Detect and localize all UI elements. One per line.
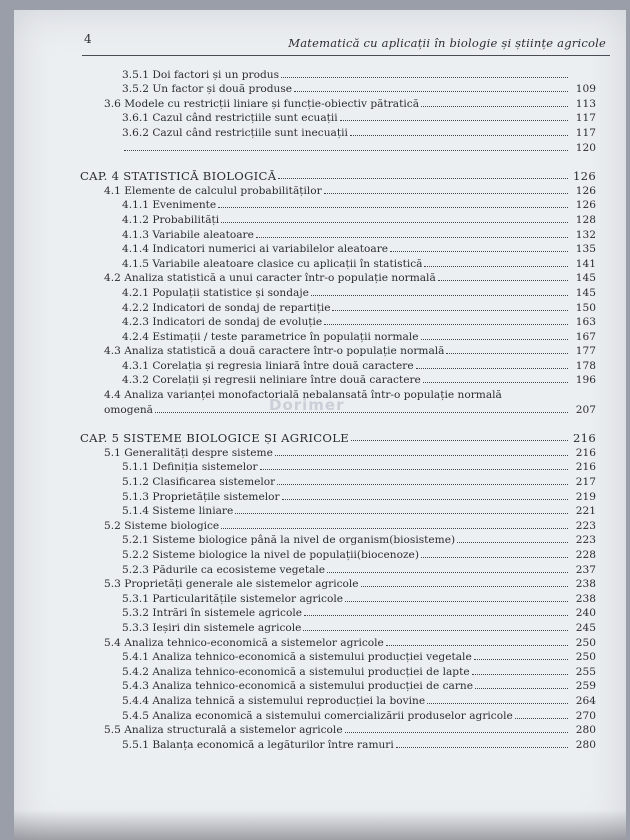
toc-entry-text: 5.5 Analiza structurală a sistemelor agricole (104, 724, 343, 737)
toc-entry-text: 4.1.3 Variabile aleatoare (122, 228, 254, 241)
dot-leader (421, 557, 568, 558)
toc-entry-text: 5.4.2 Analiza tehnico-economică a sistemului producției de lapte (122, 665, 470, 678)
dot-leader (221, 528, 568, 529)
toc-entry (80, 561, 596, 576)
toc-entry-text: CAP. 5 SISTEME BIOLOGICE ȘI AGRICOLE (80, 432, 349, 445)
toc-entry-page: 219 (575, 490, 596, 503)
running-title: Matematică cu aplicații în biologie și științe agricole (288, 36, 606, 50)
toc-entry-text: 5.2 Sisteme biologice (104, 519, 220, 532)
toc-entry-text: 3.6.1 Cazul când restricțiile sunt ecuații (122, 112, 338, 125)
toc-entry (80, 707, 596, 722)
dot-leader (386, 645, 568, 646)
toc-entry (80, 401, 596, 416)
toc-chapter (80, 430, 596, 445)
toc-entry (80, 619, 596, 634)
toc-entry (80, 692, 596, 707)
toc-entry-text: 4.2.2 Indicatori de sondaj de repartiție (122, 301, 331, 314)
page-number: 4 (84, 32, 92, 46)
toc-entry-page: 238 (575, 592, 596, 605)
page-edge-shadow (14, 810, 626, 840)
toc-entry-text: 4.1.1 Evenimente (122, 199, 217, 212)
dot-leader (340, 120, 568, 121)
toc-entry-text: 5.4.4 Analiza tehnică a sistemului reproducției la bovine (122, 694, 426, 707)
dot-leader (278, 178, 568, 179)
toc-entry (80, 634, 596, 649)
dot-leader (424, 266, 568, 267)
dot-leader (155, 412, 568, 413)
toc-entry (80, 590, 596, 605)
watermark: Dorimer (269, 396, 345, 414)
toc-entry (80, 488, 596, 503)
toc-entry-page: 117 (575, 126, 596, 139)
toc-entry-page: 264 (575, 694, 596, 707)
dot-leader (438, 280, 568, 281)
toc-entry (80, 284, 596, 299)
toc-entry-page: 145 (575, 286, 596, 299)
toc-entry-page: 126 (572, 169, 596, 184)
toc-entry (80, 328, 596, 343)
dot-leader (396, 747, 568, 748)
toc-entry-text: 5.2.2 Sisteme biologice la nivel de populații(biocenoze) (122, 549, 419, 561)
toc-entry-text: 4.1.4 Indicatori numerici ai variabilelor aleatoare (122, 243, 389, 256)
toc-entry-page: 280 (575, 724, 596, 737)
toc-entry-page: 167 (575, 330, 596, 343)
toc-entry (80, 66, 596, 81)
book-page (14, 10, 626, 840)
toc-entry-page: 250 (575, 651, 596, 664)
toc-entry-text: 5.3.1 Particularitățile sistemelor agricole (122, 592, 343, 605)
dot-leader (446, 353, 568, 354)
toc-entry-page: 223 (575, 534, 596, 547)
toc-entry-text: 4.2.1 Populații statistice și sondaje (122, 286, 309, 299)
dot-leader (474, 659, 568, 660)
toc-entry (80, 473, 596, 488)
dot-leader (390, 251, 568, 252)
toc-entry-text: 3.5.2 Un factor și două produse (122, 83, 293, 96)
toc-entry-text: 4.2 Analiza statistică a unui caracter într-o populație normală (104, 272, 436, 285)
toc-entry-text: 4.2.3 Indicatori de sondaj de evoluție (122, 316, 323, 329)
toc-entry (80, 95, 596, 110)
toc-entry (80, 517, 596, 532)
toc-entry-text: CAP. 4 STATISTICĂ BIOLOGICĂ (80, 170, 277, 183)
toc-entry-text: 5.4.5 Analiza economică a sistemului comercializării produselor agricole (122, 709, 513, 722)
dot-leader (311, 295, 568, 296)
toc-entry-text: 5.1 Generalități despre sisteme (104, 446, 273, 459)
dot-leader (361, 586, 568, 587)
toc-entry-text: 4.1.5 Variabile aleatoare clasice cu aplicații în statistică (122, 257, 423, 270)
dot-leader (221, 222, 568, 223)
dot-leader (332, 310, 568, 311)
toc-entry (80, 736, 596, 751)
toc-entry-text: 5.2.3 Pădurile ca ecosisteme vegetale (122, 563, 326, 576)
toc-entry (80, 299, 596, 314)
toc-entry-page: 216 (575, 461, 596, 474)
toc-entry-text: 5.1.1 Definiția sistemelor (122, 461, 258, 474)
dot-leader (457, 542, 568, 543)
dot-leader (218, 207, 568, 208)
toc-entry-text: 5.3 Proprietăți generale ale sistemelor agricole (104, 578, 359, 591)
toc-entry (80, 503, 596, 518)
toc-entry-page: 150 (575, 301, 596, 314)
toc-entry-page: 120 (575, 141, 596, 154)
dot-leader (472, 674, 568, 675)
toc-entry-text: 5.3.3 Ieșiri din sistemele agricole (122, 621, 302, 634)
toc-entry-page: 109 (575, 83, 596, 96)
toc-entry-text: 5.1.2 Clasificarea sistemelor (122, 476, 276, 489)
toc-entry (80, 226, 596, 241)
toc-entry-page: 207 (575, 403, 596, 416)
dot-leader (421, 339, 569, 340)
toc-entry (80, 357, 596, 372)
dot-leader (324, 193, 568, 194)
toc-entry-text: 4.3.2 Corelații și regresii neliniare între două caractere (122, 374, 421, 387)
dot-leader (423, 382, 568, 383)
dot-leader (515, 718, 568, 719)
toc-entry-text: 5.4 Analiza tehnico-economică a sistemelor agricole (104, 636, 384, 649)
dot-leader (256, 237, 568, 238)
toc-entry-page: 259 (575, 680, 596, 693)
dot-leader (416, 368, 568, 369)
toc-entry (80, 576, 596, 591)
dot-leader (277, 484, 568, 485)
toc-entry (80, 663, 596, 678)
toc-entry-page: 135 (575, 243, 596, 256)
dot-leader (260, 469, 568, 470)
dot-leader (303, 630, 568, 631)
toc-entry-page: 237 (575, 563, 596, 576)
toc-entry (80, 649, 596, 664)
dot-leader (124, 150, 568, 151)
toc-entry (80, 241, 596, 256)
toc-entry-text: 5.1.4 Sisteme liniare (122, 505, 234, 518)
toc-entry (80, 110, 596, 125)
toc-entry-page: 228 (575, 549, 596, 561)
dot-leader (351, 440, 568, 441)
toc-entry-page: 117 (575, 112, 596, 125)
toc-entry (80, 546, 596, 561)
toc-entry-page: 113 (575, 97, 596, 110)
toc-entry-text: 5.4.3 Analiza tehnico-economică a sistemului producției de carne (122, 680, 473, 693)
toc-entry (80, 343, 596, 358)
toc-entry-page: 128 (575, 213, 596, 226)
header-rule (82, 55, 610, 56)
toc-entry (80, 211, 596, 226)
toc-entry-page: 132 (575, 228, 596, 241)
dot-leader (421, 106, 568, 107)
toc-entry-page: 145 (575, 272, 596, 285)
toc-entry-page: 255 (575, 665, 596, 678)
toc-entry-page: 163 (575, 316, 596, 329)
dot-leader (282, 499, 568, 500)
toc-entry-text: 4.1 Elemente de calculul probabilităților (104, 184, 322, 197)
table-of-contents (80, 66, 596, 751)
toc-entry-page: 141 (575, 257, 596, 270)
toc-entry-text: 4.4 Analiza varianței monofactorială nebalansată într-o populație normală (104, 389, 502, 402)
toc-entry-text: 4.3.1 Corelația și regresia liniară între două caractere (122, 359, 414, 372)
toc-entry-page: 126 (575, 184, 596, 197)
toc-entry (80, 197, 596, 212)
toc-entry (80, 81, 596, 96)
toc-entry-text: 5.2.1 Sisteme biologice până la nivel de organism(biosisteme) (122, 534, 456, 547)
toc-entry-page: 216 (575, 446, 596, 459)
toc-entry-text: 5.5.1 Balanța economică a legăturilor între ramuri (122, 738, 394, 751)
toc-entry (80, 386, 596, 401)
dot-leader (327, 572, 568, 573)
toc-entry-text: 5.3.2 Intrări în sistemele agricole (122, 607, 303, 620)
dot-leader (281, 77, 568, 78)
toc-entry-text: 4.3 Analiza statistică a două caractere într-o populație normală (104, 345, 445, 358)
toc-entry (80, 270, 596, 285)
toc-entry-page: 178 (575, 359, 596, 372)
toc-entry-page: 216 (572, 431, 596, 446)
toc-entry (80, 139, 596, 154)
toc-entry (80, 459, 596, 474)
dot-leader (275, 455, 568, 456)
toc-entry-page: 196 (575, 374, 596, 387)
toc-entry-page: 126 (575, 199, 596, 212)
dot-leader (345, 732, 568, 733)
toc-entry-page: 238 (575, 578, 596, 591)
dot-leader (427, 703, 568, 704)
toc-entry-page: 280 (575, 738, 596, 751)
toc-entry (80, 722, 596, 737)
toc-entry-page: 240 (575, 607, 596, 620)
toc-entry-text: 3.5.1 Doi factori și un produs (122, 68, 280, 81)
toc-entry-text: 4.1.2 Probabilități (122, 213, 220, 226)
toc-entry (80, 678, 596, 693)
toc-entry (80, 532, 596, 547)
toc-entry (80, 124, 596, 139)
toc-entry-text: 5.1.3 Proprietățile sistemelor (122, 490, 280, 503)
dot-leader (324, 324, 568, 325)
toc-entry-text: 4.2.4 Estimații / teste parametrice în populații normale (122, 330, 419, 343)
toc-entry-page: 223 (575, 519, 596, 532)
toc-entry-text: 5.4.1 Analiza tehnico-economică a sistemului producției vegetale (122, 651, 472, 664)
toc-entry (80, 372, 596, 387)
dot-leader (345, 601, 568, 602)
toc-entry-text: 3.6 Modele cu restricții liniare și funcție-obiectiv pătratică (104, 97, 420, 110)
dot-leader (475, 688, 568, 689)
toc-entry (80, 255, 596, 270)
toc-entry-page: 217 (575, 476, 596, 489)
toc-entry (80, 182, 596, 197)
dot-leader (235, 513, 568, 514)
toc-entry (80, 314, 596, 329)
toc-entry-page: 250 (575, 636, 596, 649)
dot-leader (294, 91, 568, 92)
toc-chapter (80, 168, 596, 183)
dot-leader (304, 615, 568, 616)
toc-entry (80, 605, 596, 620)
toc-entry-page: 245 (575, 621, 596, 634)
toc-entry-text: 3.6.2 Cazul când restricțiile sunt inecuații (122, 126, 348, 139)
toc-entry (80, 444, 596, 459)
toc-entry-page: 221 (575, 505, 596, 518)
toc-entry-page: 177 (575, 345, 596, 358)
dot-leader (350, 135, 568, 136)
toc-entry-text: omogenă (104, 403, 153, 416)
toc-entry-page: 270 (575, 709, 596, 722)
